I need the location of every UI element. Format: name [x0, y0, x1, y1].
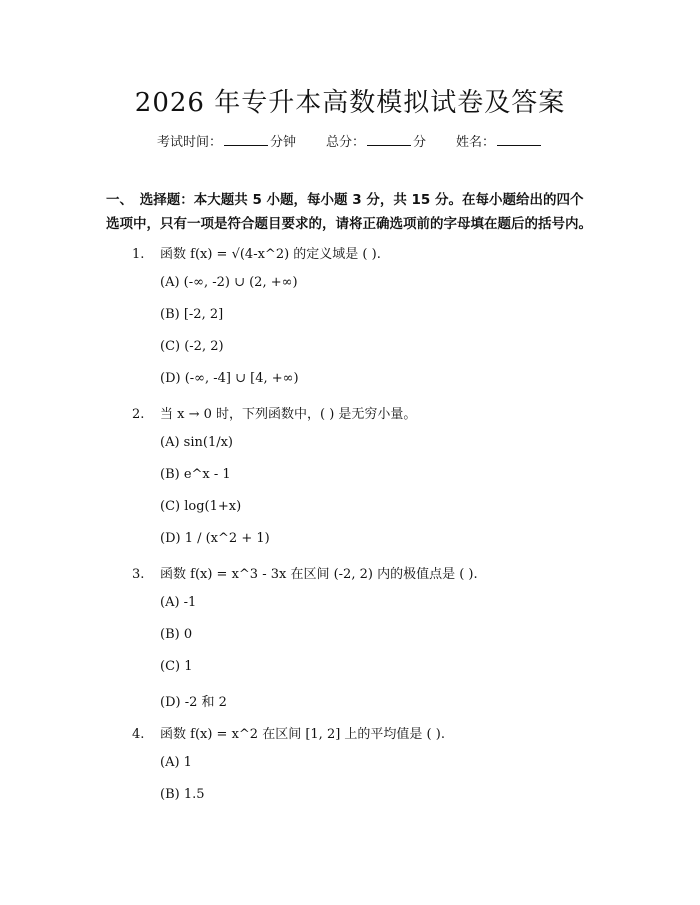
- question-text: 当 x → 0 时，下列函数中，( ) 是无穷小量。: [160, 407, 417, 422]
- question-number: 3.: [132, 567, 145, 582]
- total-score-field: [326, 131, 426, 150]
- exam-info-line: [0, 131, 700, 150]
- question-text: 函数 f(x) = x^3 - 3x 在区间 (-2, 2) 内的极值点是 ( ).: [160, 567, 478, 582]
- option-1d: (D) (-∞, -4] ∪ [4, +∞): [160, 371, 299, 386]
- question-text: 函数 f(x) = x^2 在区间 [1, 2] 上的平均值是 ( ).: [160, 727, 445, 742]
- option-3b: (B) 0: [160, 627, 193, 642]
- option-2a: (A) sin(1/x): [160, 435, 233, 450]
- option-3a: (A) -1: [160, 595, 197, 610]
- section-heading: 一、 选择题：本大题共 5 小题，每小题 3 分，共 15 分。在每小题给出的四个选项中，只有一项是符合题目要求的，请将正确选项前的字母填在题后的括号内。: [106, 192, 592, 232]
- total-score-blank: [367, 133, 411, 146]
- total-score-label: 总分：: [325, 135, 365, 150]
- student-name-field: [456, 131, 543, 150]
- student-name-label: 姓名：: [456, 135, 496, 150]
- page-title: 2026 年专升本高数模拟试卷及答案: [134, 88, 566, 118]
- question-4: [132, 723, 445, 742]
- exam-time-unit: 分钟: [269, 135, 296, 150]
- option-1a: (A) (-∞, -2) ∪ (2, +∞): [160, 275, 298, 290]
- option-1c: (C) (-2, 2): [160, 339, 224, 354]
- student-name-blank: [497, 133, 541, 146]
- total-score-unit: 分: [413, 135, 427, 150]
- option-4b: (B) 1.5: [160, 787, 205, 802]
- question-3: [132, 563, 478, 582]
- question-1: [132, 243, 381, 262]
- option-2c: (C) log(1+x): [160, 499, 242, 514]
- question-2: [132, 403, 416, 422]
- question-number: 1.: [132, 247, 145, 262]
- exam-time-blank: [224, 133, 268, 146]
- question-number: 2.: [132, 407, 145, 422]
- option-3d: (D) -2 和 2: [160, 695, 227, 710]
- option-2d: (D) 1 / (x^2 + 1): [160, 531, 270, 546]
- option-2b: (B) e^x - 1: [160, 467, 231, 482]
- exam-time-field: [157, 131, 296, 150]
- exam-time-label: 考试时间：: [156, 135, 222, 150]
- question-number: 4.: [132, 727, 145, 742]
- option-1b: (B) [-2, 2]: [160, 307, 224, 322]
- option-3c: (C) 1: [160, 659, 193, 674]
- question-text: 函数 f(x) = √(4-x^2) 的定义域是 ( ).: [160, 247, 381, 262]
- option-4a: (A) 1: [160, 755, 192, 770]
